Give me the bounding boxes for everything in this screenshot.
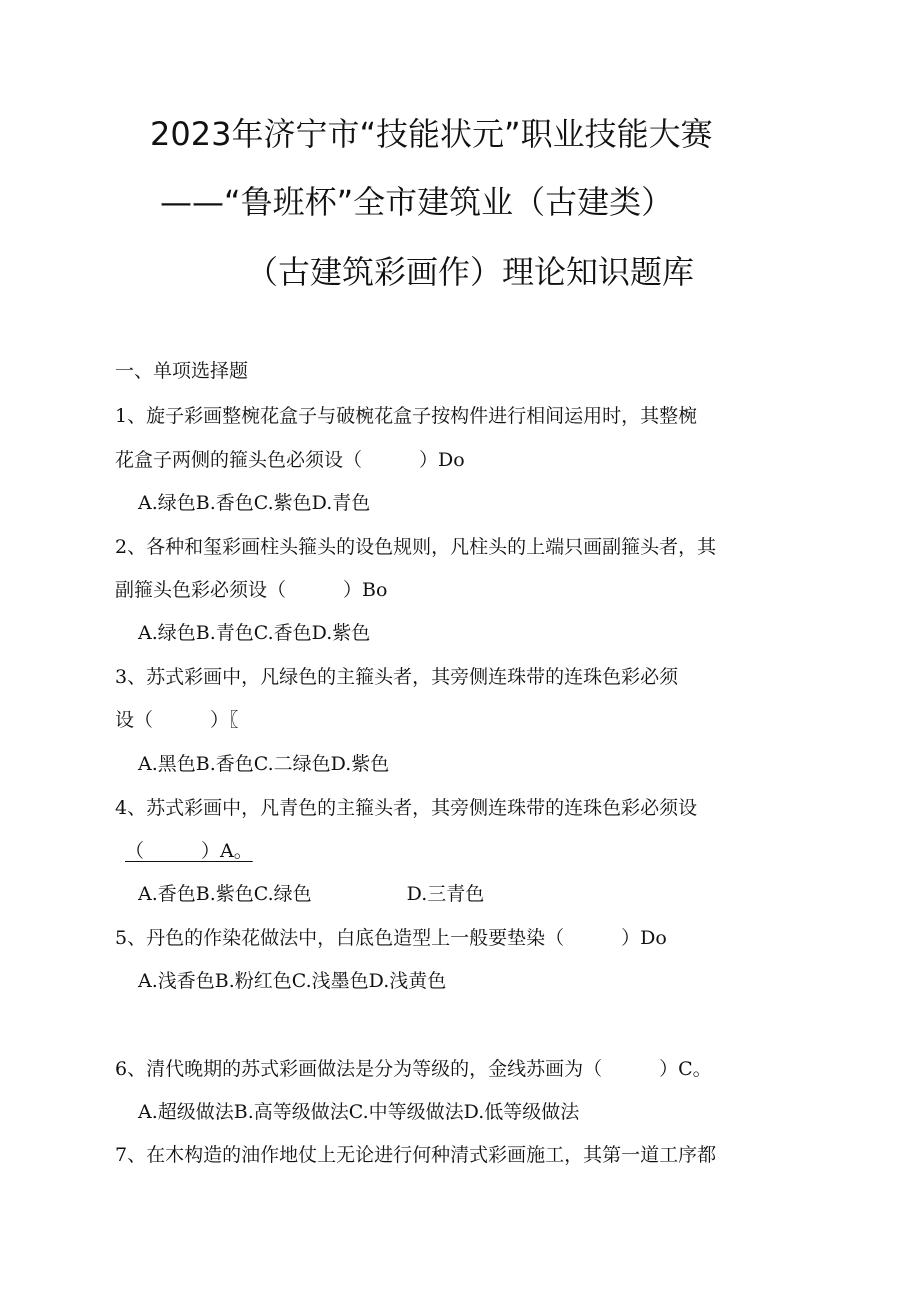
question-2-line-1: 2、各种和玺彩画柱头箍头的设色规则，凡柱头的上端只画副箍头者，其 <box>115 536 717 558</box>
question-1-line-1: 1、旋子彩画整椀花盒子与破椀花盒子按构件进行相间运用时，其整椀 <box>115 405 698 427</box>
question-3-options: A.黑色B.香色C.二绿色D.紫色 <box>138 753 390 775</box>
question-1-options: A.绿色B.香色C.紫色D.青色 <box>138 492 371 514</box>
document-title-line-3: （古建筑彩画作）理论知识题库 <box>246 253 695 291</box>
document-title-line-2: ——“鲁班杯”全市建筑业（古建类） <box>160 183 674 221</box>
question-2-options: A.绿色B.青色C.香色D.紫色 <box>138 622 371 644</box>
question-6-options: A.超级做法B.高等级做法C.中等级做法D.低等级做法 <box>138 1101 580 1123</box>
question-5-options: A.浅香色B.粉红色C.浅墨色D.浅黄色 <box>138 970 447 992</box>
question-4-line-1: 4、苏式彩画中，凡青色的主箍头者，其旁侧连珠带的连珠色彩必须设 <box>115 797 698 819</box>
question-3-line-1: 3、苏式彩画中，凡绿色的主箍头者，其旁侧连珠带的连珠色彩必须 <box>115 666 679 688</box>
question-2-line-2: 副箍头色彩必须设（ ）Bo <box>115 579 388 601</box>
question-6-line-1: 6、清代晚期的苏式彩画做法是分为等级的，金线苏画为（ ）C。 <box>115 1058 712 1080</box>
question-1-line-2: 花盒子两侧的箍头色必须设（ ）Do <box>115 449 465 471</box>
question-4-line-2: （ ）A。 <box>125 840 253 862</box>
question-7-line-1: 7、在木构造的油作地仗上无论进行何种清式彩画施工，其第一道工序都 <box>115 1144 717 1166</box>
section-heading: 一、单项选择题 <box>115 360 249 382</box>
question-5-line-1: 5、丹色的作染花做法中，白底色造型上一般要垫染（ ）Do <box>115 927 667 949</box>
document-title-line-1: 2023年济宁市“技能状元”职业技能大赛 <box>150 115 713 153</box>
question-3-line-2: 设（ ）〖 <box>115 709 239 731</box>
question-4-options: A.香色B.紫色C.绿色 D.三青色 <box>138 883 485 905</box>
